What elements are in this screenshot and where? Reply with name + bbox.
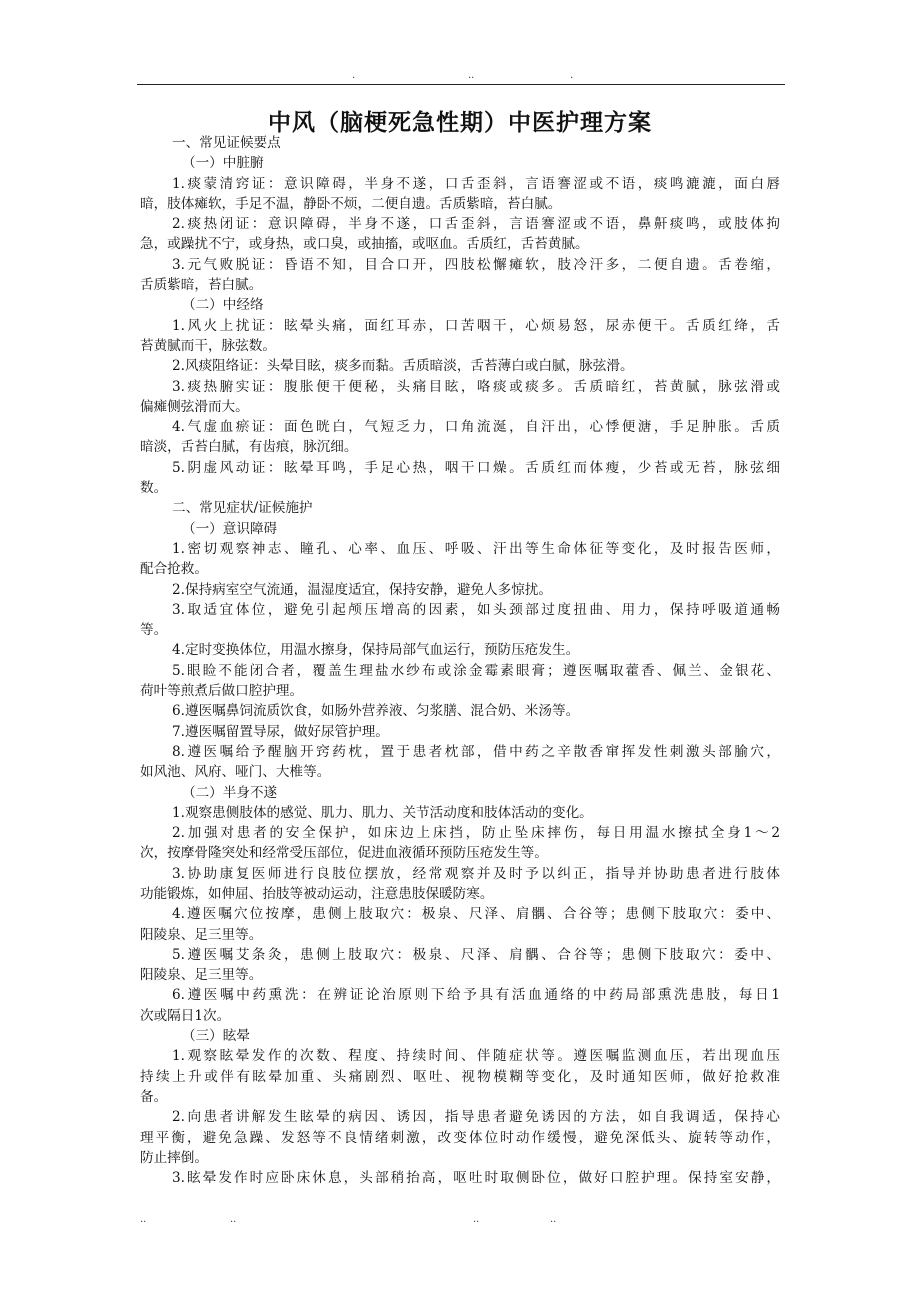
text-line: 5.眼睑不能闭合者，覆盖生理盐水纱布或涂金霉素眼膏；遵医嘱取藿香、佩兰、金银花、 xyxy=(172,662,780,679)
footer-mark: .. xyxy=(473,1214,480,1225)
text-line: 数。 xyxy=(140,480,168,497)
header-mark: . xyxy=(352,70,356,81)
text-line: 如风池、风府、哑门、大椎等。 xyxy=(140,764,331,781)
footer-mark: .. xyxy=(140,1214,147,1225)
footer-mark: .. xyxy=(230,1214,237,1225)
text-line: 功能锻炼，如伸屈、抬肢等被动运动，注意患肢保暖防寒。 xyxy=(140,885,494,902)
text-line: 4.遵医嘱穴位按摩，患侧上肢取穴：极泉、尺泽、肩髃、合谷等；患侧下肢取穴：委中、 xyxy=(172,906,780,923)
text-line: 二、常见症状/证候施护 xyxy=(172,500,313,517)
text-line: 3.取适宜体位，避免引起颅压增高的因素，如头颈部过度扭曲、用力，保持呼吸道通畅 xyxy=(172,601,780,618)
text-line: 备。 xyxy=(140,1088,168,1105)
footer-mark: .. xyxy=(550,1214,557,1225)
text-line: （三）眩晕 xyxy=(182,1028,250,1045)
text-line: 2.向患者讲解发生眩晕的病因、诱因，指导患者避免诱因的方法，如自我调适，保持心 xyxy=(172,1109,780,1126)
document-body xyxy=(140,133,780,1188)
header-rule xyxy=(137,84,785,85)
text-line: 2.加强对患者的安全保护，如床边上床挡，防止坠床摔伤，每日用温水擦拭全身1～2 xyxy=(172,825,780,842)
text-line: 2.保持病室空气流通，温湿度适宜，保持安静，避免人多惊扰。 xyxy=(172,581,552,598)
footer-marks xyxy=(0,1214,920,1226)
text-line: 4.气虚血瘀证：面色晄白，气短乏力，口角流涎，自汗出，心悸便溏，手足肿胀。舌质 xyxy=(172,419,780,436)
text-line: 2.痰热闭证：意识障碍，半身不遂，口舌歪斜，言语謇涩或不语，鼻鼾痰鸣，或肢体拘 xyxy=(172,216,780,233)
header-marks xyxy=(0,70,920,82)
text-line: 荷叶等煎煮后做口腔护理。 xyxy=(140,683,304,700)
text-line: 阳陵泉、足三里等。 xyxy=(140,926,263,943)
text-line: 苔黄腻而干，脉弦数。 xyxy=(140,337,276,354)
text-line: 1.密切观察神志、瞳孔、心率、血压、呼吸、汗出等生命体征等变化，及时报告医师， xyxy=(172,540,780,557)
text-line: 配合抢救。 xyxy=(140,561,208,578)
text-line: 一、常见证候要点 xyxy=(172,135,281,151)
text-line: 持续上升或伴有眩晕加重、头痛剧烈、呕吐、视物模糊等变化，及时通知医师，做好抢救准 xyxy=(140,1068,780,1085)
text-line: 3.眩晕发作时应卧床休息，头部稍抬高，呕吐时取侧卧位，做好口腔护理。保持室安静， xyxy=(172,1170,780,1187)
header-mark: .. xyxy=(468,70,475,81)
text-line: 1.观察眩晕发作的次数、程度、持续时间、伴随症状等。遵医嘱监测血压，若出现血压 xyxy=(172,1048,780,1065)
text-line: 偏瘫侧弦滑而大。 xyxy=(140,398,249,415)
text-line: 6.遵医嘱中药熏洗：在辨证论治原则下给予具有活血通络的中药局部熏洗患肢，每日1 xyxy=(172,987,780,1004)
text-line: 1.风火上扰证：眩晕头痛，面红耳赤，口苦咽干，心烦易怒，尿赤便干。舌质红绛，舌 xyxy=(172,317,780,334)
text-line: 3.痰热腑实证：腹胀便干便秘，头痛目眩，咯痰或痰多。舌质暗红，苔黄腻，脉弦滑或 xyxy=(172,378,780,395)
header-mark: . xyxy=(570,70,574,81)
text-line: 阳陵泉、足三里等。 xyxy=(140,967,263,984)
text-line: 次，按摩骨隆突处和经常受压部位，促进血液循环预防压疮发生等。 xyxy=(140,845,548,862)
text-line: 1.痰蒙清窍证：意识障碍，半身不遂，口舌歪斜，言语謇涩或不语，痰鸣漉漉，面白唇 xyxy=(172,175,780,192)
text-line: 3.协助康复医师进行良肢位摆放，经常观察并及时予以纠正，指导并协助患者进行肢体 xyxy=(172,865,780,882)
text-line: 3.元气败脱证：昏语不知，目合口开，四肢松懈瘫软，肢冷汗多，二便自遗。舌卷缩， xyxy=(172,256,780,273)
text-line: （二）半身不遂 xyxy=(182,784,278,801)
text-line: （一）中脏腑 xyxy=(182,155,264,172)
text-line: 急，或躁扰不宁，或身热，或口臭，或抽搐，或呕血。舌质红，舌苔黄腻。 xyxy=(140,236,589,253)
text-line: 暗，肢体瘫软，手足不温，静卧不烦，二便自遗。舌质紫暗，苔白腻。 xyxy=(140,195,562,212)
text-line: 8.遵医嘱给予醒脑开窍药枕，置于患者枕部，借中药之辛散香窜挥发性刺激头部腧穴， xyxy=(172,743,780,760)
text-line: 5.阴虚风动证：眩晕耳鸣，手足心热，咽干口燥。舌质红而体瘦，少苔或无苔，脉弦细 xyxy=(172,459,780,476)
text-line: 理平衡，避免急躁、发怒等不良情绪刺激，改变体位时动作缓慢，避免深低头、旋转等动作， xyxy=(140,1129,780,1146)
text-line: 防止摔倒。 xyxy=(140,1149,208,1166)
text-line: （二）中经络 xyxy=(182,297,264,314)
text-line: 1.观察患侧肢体的感觉、肌力、肌力、关节活动度和肢体活动的变化。 xyxy=(172,804,593,821)
text-line: 4.定时变换体位，用温水擦身，保持局部气血运行，预防压疮发生。 xyxy=(172,642,580,659)
text-line: 次或隔日1次。 xyxy=(140,1007,231,1024)
text-line: 舌质紫暗，苔白腻。 xyxy=(140,277,263,294)
text-line: 6.遵医嘱鼻饲流质饮食，如肠外营养液、匀浆膳、混合奶、米汤等。 xyxy=(172,703,580,720)
text-line: 暗淡，舌苔白腻，有齿痕，脉沉细。 xyxy=(140,439,358,456)
text-line: 5.遵医嘱艾条灸，患侧上肢取穴：极泉、尺泽、肩髃、合谷等；患侧下肢取穴：委中、 xyxy=(172,946,780,963)
document-title: 中风（脑梗死急性期）中医护理方案 xyxy=(268,109,652,136)
text-line: 等。 xyxy=(140,622,168,639)
text-line: （一）意识障碍 xyxy=(182,520,278,537)
text-line: 2.风痰阻络证：头晕目眩，痰多而黏。舌质暗淡，舌苔薄白或白腻，脉弦滑。 xyxy=(172,358,634,375)
text-line: 7.遵医嘱留置导尿，做好尿管护理。 xyxy=(172,723,389,740)
